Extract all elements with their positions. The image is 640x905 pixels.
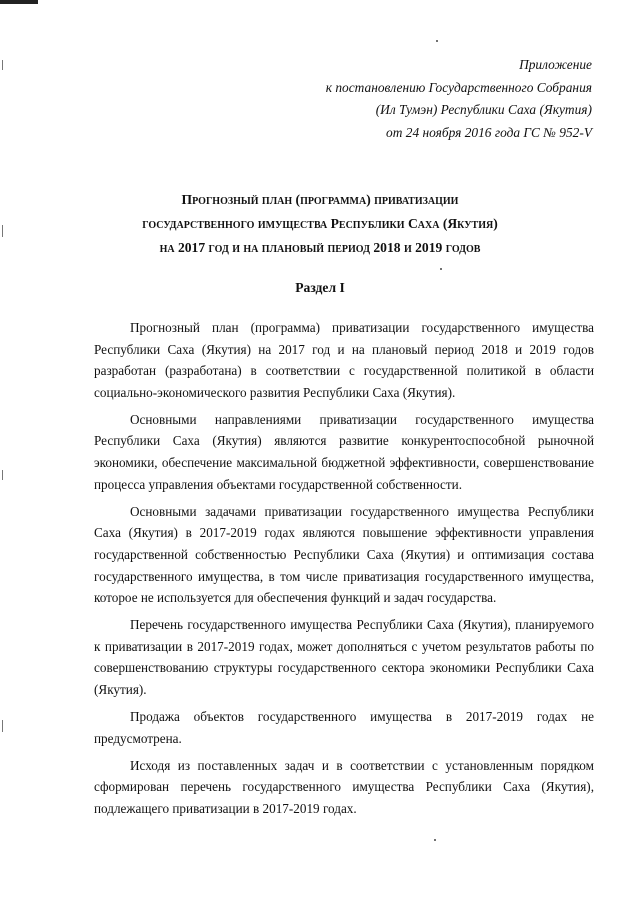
scan-speck bbox=[440, 268, 442, 270]
document-title bbox=[60, 188, 580, 260]
scan-edge-mark bbox=[2, 60, 3, 70]
title-line: на 2017 год и на плановый период 2018 и 2019 годов bbox=[159, 240, 481, 255]
paragraph: Перечень государственного имущества Республики Саха (Якутия), планируемого к приватизации в 2017-2019 годах, может дополняться с учетом результатов работы по совершенствованию структуры государственного сектора экономики Республики Саха (Якутия). bbox=[94, 617, 594, 697]
appendix-header bbox=[326, 54, 592, 144]
paragraph: Продажа объектов государственного имущества в 2017-2019 годах не предусмотрена. bbox=[94, 709, 594, 746]
paragraph: Исходя из поставленных задач и в соответствии с установленным порядком сформирован перечень государственного имущества Республики Саха (Якутия), подлежащего приватизации в 2017-2019 годах. bbox=[94, 757, 594, 816]
section-heading: Раздел I bbox=[295, 280, 345, 295]
paragraph: Прогнозный план (программа) приватизации государственного имущества Республики Саха (Якутия) на 2017 год и на плановый период 2018 и 2019 годов разработан (разработана) в соответствии с государственной политикой в области социально-экономического развития Республики Саха (Якутия). bbox=[94, 320, 594, 400]
appendix-line: от 24 ноября 2016 года ГС № 952-V bbox=[386, 124, 592, 140]
scan-speck bbox=[436, 40, 438, 42]
appendix-line: (Ил Тумэн) Республики Саха (Якутия) bbox=[375, 102, 592, 117]
appendix-line: Приложение bbox=[519, 57, 592, 72]
title-line: Прогнозный план (программа) приватизации bbox=[181, 192, 459, 207]
scan-speck bbox=[434, 839, 436, 841]
paragraph: Основными направлениями приватизации государственного имущества Республики Саха (Якутия) являются развитие конкурентоспособной рыночной экономики, обеспечение максимальной бюджетной эффективности, совершенствование процесса управления объектами государственной собственности. bbox=[94, 411, 594, 492]
appendix-line: к постановлению Государственного Собрания bbox=[325, 79, 592, 95]
title-line: государственного имущества Республики Саха (Якутия) bbox=[142, 216, 498, 231]
body-text bbox=[94, 317, 594, 825]
scan-edge-mark bbox=[2, 720, 3, 732]
scan-edge-mark bbox=[2, 470, 3, 480]
scan-artifact-bar bbox=[0, 0, 38, 4]
paragraph: Основными задачами приватизации государственного имущества Республики Саха (Якутия) в 2017-2019 годах являются повышение эффективности управления государственной собственностью Республики Саха (Якутия) и оптимизация состава государственного имущества, в том числе приватизация государственного имущества, которое не используется для обеспечения функций и задач государства. bbox=[94, 503, 594, 606]
scan-edge-mark bbox=[2, 225, 3, 237]
